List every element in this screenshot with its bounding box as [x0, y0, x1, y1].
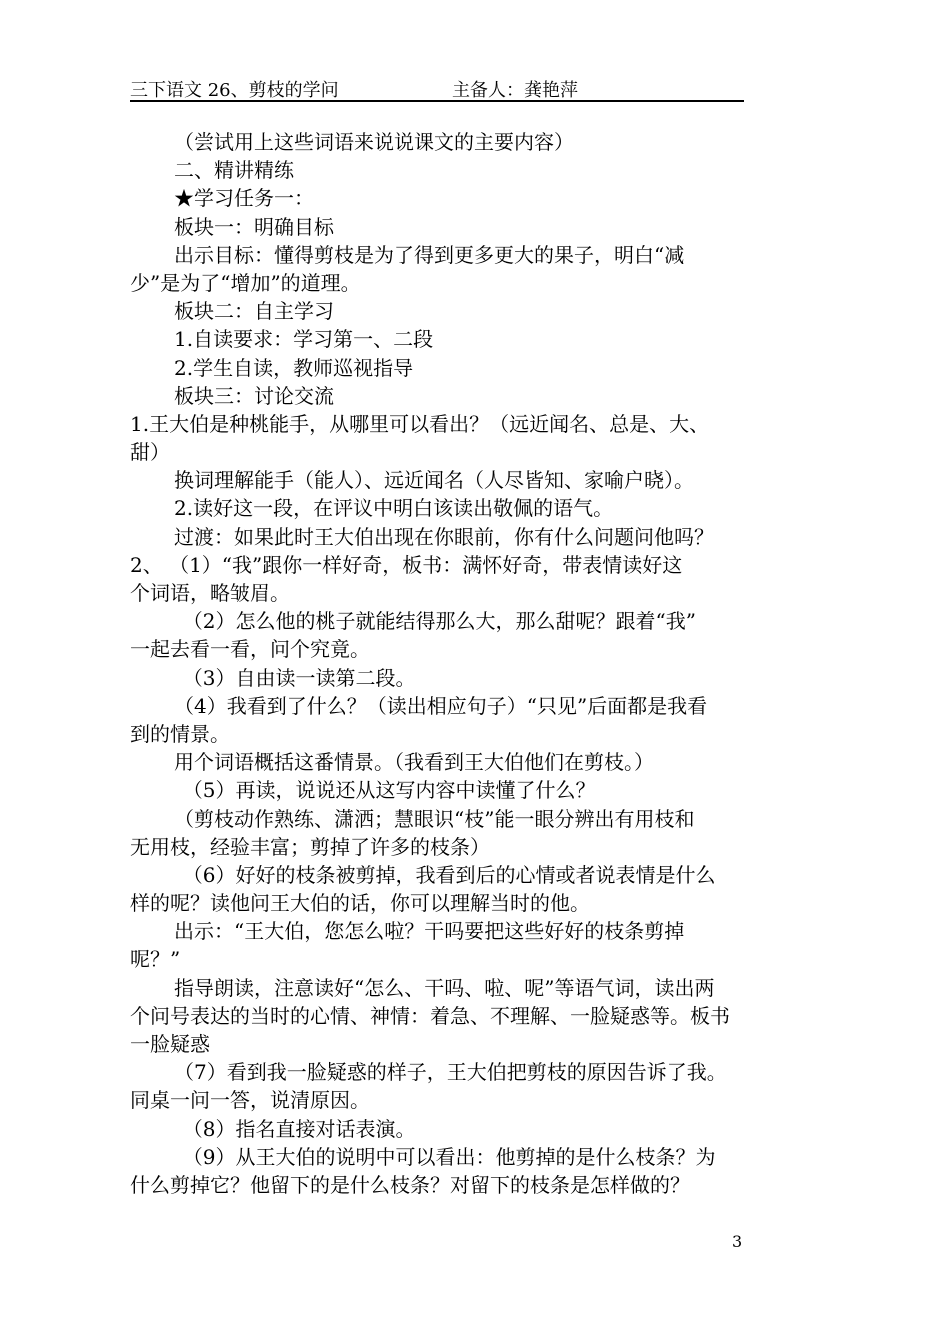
- header-title: 三下语文 26、剪枝的学问: [130, 80, 339, 101]
- text-line: （4）我看到了什么？（读出相应句子）“只见”后面都是我看: [174, 693, 708, 718]
- text-line: 到的情景。: [130, 721, 230, 746]
- text-line: 一脸疑惑: [130, 1032, 210, 1056]
- text-line: 个问号表达的当时的心情、神情：着急、不理解、一脸疑惑等。板书: [130, 1003, 730, 1028]
- header-author: 主备人：龚艳萍: [452, 80, 578, 101]
- text-line: 甜）: [130, 440, 170, 465]
- text-line: 无用枝，经验丰富；剪掉了许多的枝条）: [130, 834, 490, 859]
- text-line: 个词语，略皱眉。: [130, 581, 290, 605]
- text-line: 二、精讲精练: [174, 158, 294, 183]
- text-line: 板块三：讨论交流: [174, 383, 334, 408]
- text-line: （5）再读，说说还从这写内容中读懂了什么？: [182, 778, 596, 803]
- text-line: （3）自由读一读第二段。: [182, 665, 416, 690]
- text-line: 2.学生自读，教师巡视指导: [174, 355, 414, 380]
- text-line: 板块二：自主学习: [174, 299, 334, 324]
- text-line: 2、 （1）“我”跟你一样好奇，板书：满怀好奇，带表情读好这: [130, 552, 683, 577]
- text-line: （剪枝动作熟练、潇洒；慧眼识“枝”能一眼分辨出有用枝和: [174, 806, 695, 831]
- text-line: 1.自读要求：学习第一、二段: [174, 327, 434, 352]
- text-line: 换词理解能手（能人）、远近闻名（人尽皆知、家喻户晓）。: [174, 468, 694, 493]
- text-line: 1.王大伯是种桃能手，从哪里可以看出？（远近闻名、总是、大、: [130, 411, 710, 436]
- text-line: 2.读好这一段，在评议中明白该读出敬佩的语气。: [174, 496, 614, 521]
- text-line: 一起去看一看，问个究竟。: [130, 637, 370, 662]
- text-line: （2）怎么他的桃子就能结得那么大，那么甜呢？跟着“我”: [182, 609, 696, 634]
- text-line: 出示目标：懂得剪枝是为了得到更多更大的果子，明白“减: [174, 242, 685, 267]
- page-header: [130, 76, 744, 102]
- page-number: 3: [732, 1232, 743, 1251]
- text-line: （6）好好的枝条被剪掉，我看到后的心情或者说表情是什么: [182, 862, 716, 887]
- text-line: 指导朗读，注意读好“怎么、干吗、啦、呢”等语气词，读出两: [174, 975, 715, 1000]
- text-line: 用个词语概括这番情景。（我看到王大伯他们在剪枝。）: [174, 750, 654, 775]
- text-line: 过渡：如果此时王大伯出现在你眼前，你有什么问题问他吗？: [174, 524, 714, 549]
- text-line: 出示：“王大伯，您怎么啦？干吗要把这些好好的枝条剪掉: [174, 919, 685, 944]
- text-line: 同桌一问一答，说清原因。: [130, 1088, 370, 1113]
- text-line: 样的呢？读他问王大伯的话，你可以理解当时的他。: [130, 891, 590, 916]
- text-line: 少”是为了“增加”的道理。: [130, 270, 361, 295]
- text-line: （尝试用上这些词语来说说课文的主要内容）: [174, 130, 574, 154]
- text-line: （8）指名直接对话表演。: [182, 1116, 416, 1141]
- text-line: 什么剪掉它？他留下的是什么枝条？对留下的枝条是怎样做的？: [130, 1172, 690, 1197]
- text-line: （9）从王大伯的说明中可以看出：他剪掉的是什么枝条？为: [182, 1144, 716, 1169]
- text-line: 板块一：明确目标: [174, 214, 334, 239]
- text-line: ★学习任务一：: [174, 186, 314, 211]
- text-line: （7）看到我一脸疑惑的样子，王大伯把剪枝的原因告诉了我。: [174, 1060, 727, 1085]
- document-body: [130, 128, 744, 1199]
- text-line: 呢？”: [130, 947, 181, 972]
